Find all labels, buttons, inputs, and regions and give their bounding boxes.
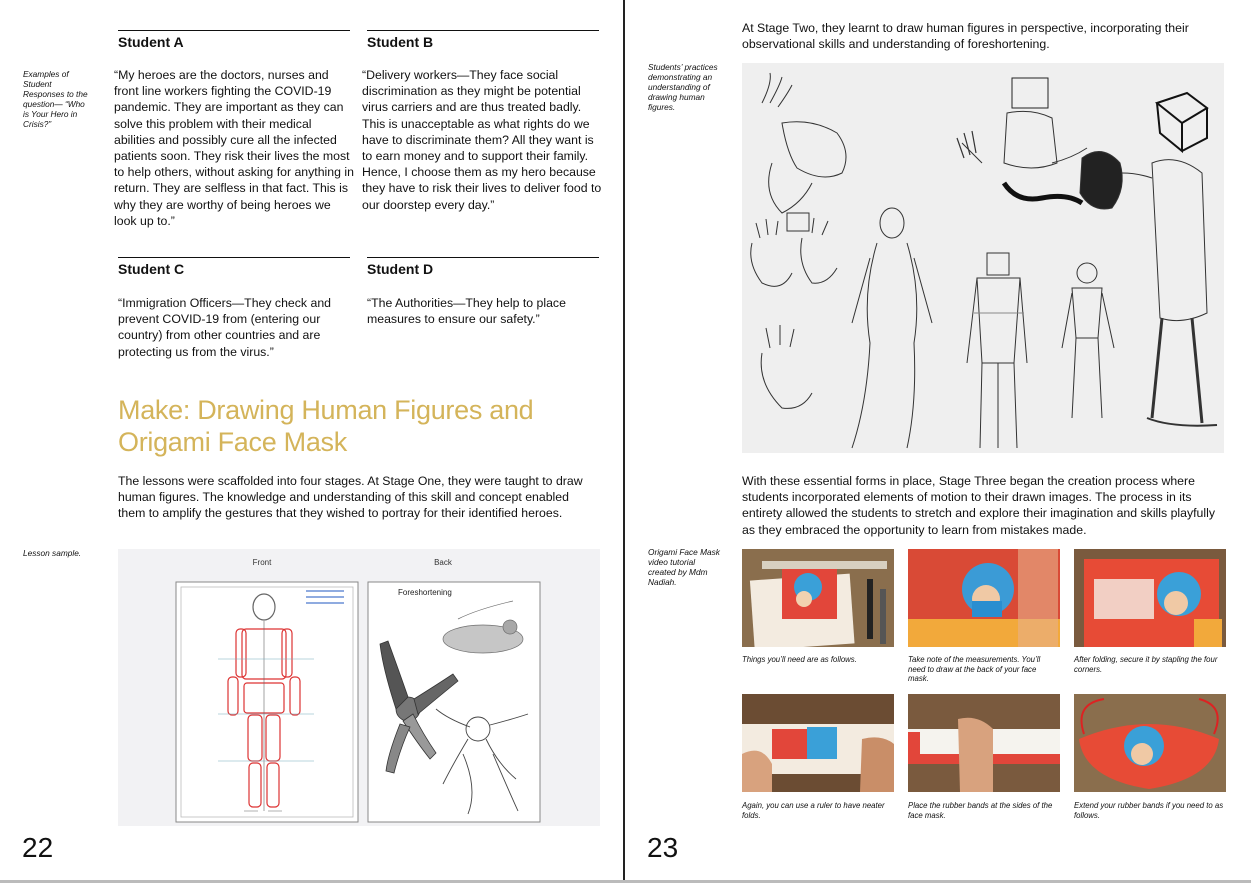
section-heading: Make: Drawing Human Figures and Origami Face Mask: [118, 395, 534, 457]
foreshortening-label: Foreshortening: [398, 588, 452, 597]
page-number-right: 23: [647, 832, 679, 863]
side-note-practices: Students’ practices demonstrating an understanding of drawing human figures.: [648, 62, 718, 112]
front-label: Front: [252, 558, 272, 567]
student-d-quote: “The Authorities—They help to place measures to ensure our safety.”: [367, 296, 566, 327]
student-b-quote: “Delivery workers—They face social discrimination as they might be potential virus carriers and are thus treated badly. This is unacceptable as what rights do we have to discriminate them? All they want is to earn money and to support their family. Hence, I choose them as my hero because they have to risk their lives to deliver food to our doorstep every day.”: [362, 68, 602, 212]
caption-things-needed: Things you’ll need are as follows.: [742, 655, 857, 664]
photo-things-needed: [742, 549, 894, 647]
stage-three-body: With these essential forms in place, Stage Three began the creation process where students incorporated elements of motion to their drawn images. The process in its entirety allowed the students to stretch and explore their imagination and skills playfully as they embraced the opportunity to learn from mistakes made.: [742, 474, 1216, 537]
caption-measurements: Take note of the measurements. You’ll need to draw at the back of your face mask.: [908, 655, 1041, 683]
lesson-sample-image: [118, 549, 600, 826]
photo-measurements: [908, 549, 1060, 647]
photo-rubber-bands: [908, 694, 1060, 792]
student-a-quote: “My heroes are the doctors, nurses and front line workers fighting the COVID-19 pandemic. They are important as they can solve this problem with their medical abilities and possibly cure all the infected patients soon. They risk their lives the most to help others, without asking for anything in return. They are selfless in that fact. This is why they are worthy of being heroes we look up to.”: [114, 68, 354, 228]
photo-extend-bands: [1074, 694, 1226, 792]
student-sketches-image: [742, 63, 1224, 453]
caption-stapling: After folding, secure it by stapling the four corners.: [1074, 655, 1218, 674]
page-number-left: 22: [22, 832, 54, 863]
lesson-body-text: The lessons were scaffolded into four stages. At Stage One, they were taught to draw human figures. The knowledge and understanding of this skill and concept enabled them to amplify the gestures that they wished to portray for their identified heroes.: [118, 474, 583, 521]
student-a-heading: Student A: [118, 30, 350, 54]
photo-stapling: [1074, 549, 1226, 647]
photo-ruler-folds: [742, 694, 894, 792]
student-d-heading: Student D: [367, 257, 599, 281]
caption-extend-bands: Extend your rubber bands if you need to as follows.: [1074, 801, 1224, 820]
lesson-sample-drawing: [118, 549, 600, 826]
page-spine: [623, 0, 625, 883]
student-c-quote: “Immigration Officers—They check and prevent COVID-19 from (entering our country) from other countries and are protecting us from the virus.”: [118, 296, 331, 359]
caption-rubber-bands: Place the rubber bands at the sides of the face mask.: [908, 801, 1053, 820]
side-note-origami: Origami Face Mask video tutorial created by Mdm Nadiah.: [648, 547, 720, 587]
back-label: Back: [434, 558, 452, 567]
caption-ruler-folds: Again, you can use a ruler to have neater folds.: [742, 801, 885, 820]
student-sketches-drawing: [742, 63, 1224, 453]
side-note-examples: Examples of Student Responses to the question— “Who is Your Hero in Crisis?”: [23, 69, 88, 129]
student-c-heading: Student C: [118, 257, 350, 281]
stage-two-intro: At Stage Two, they learnt to draw human figures in perspective, incorporating their observational skills and understanding of foreshortening.: [742, 21, 1189, 52]
student-b-heading: Student B: [367, 30, 599, 54]
side-note-lesson: Lesson sample.: [23, 548, 82, 558]
